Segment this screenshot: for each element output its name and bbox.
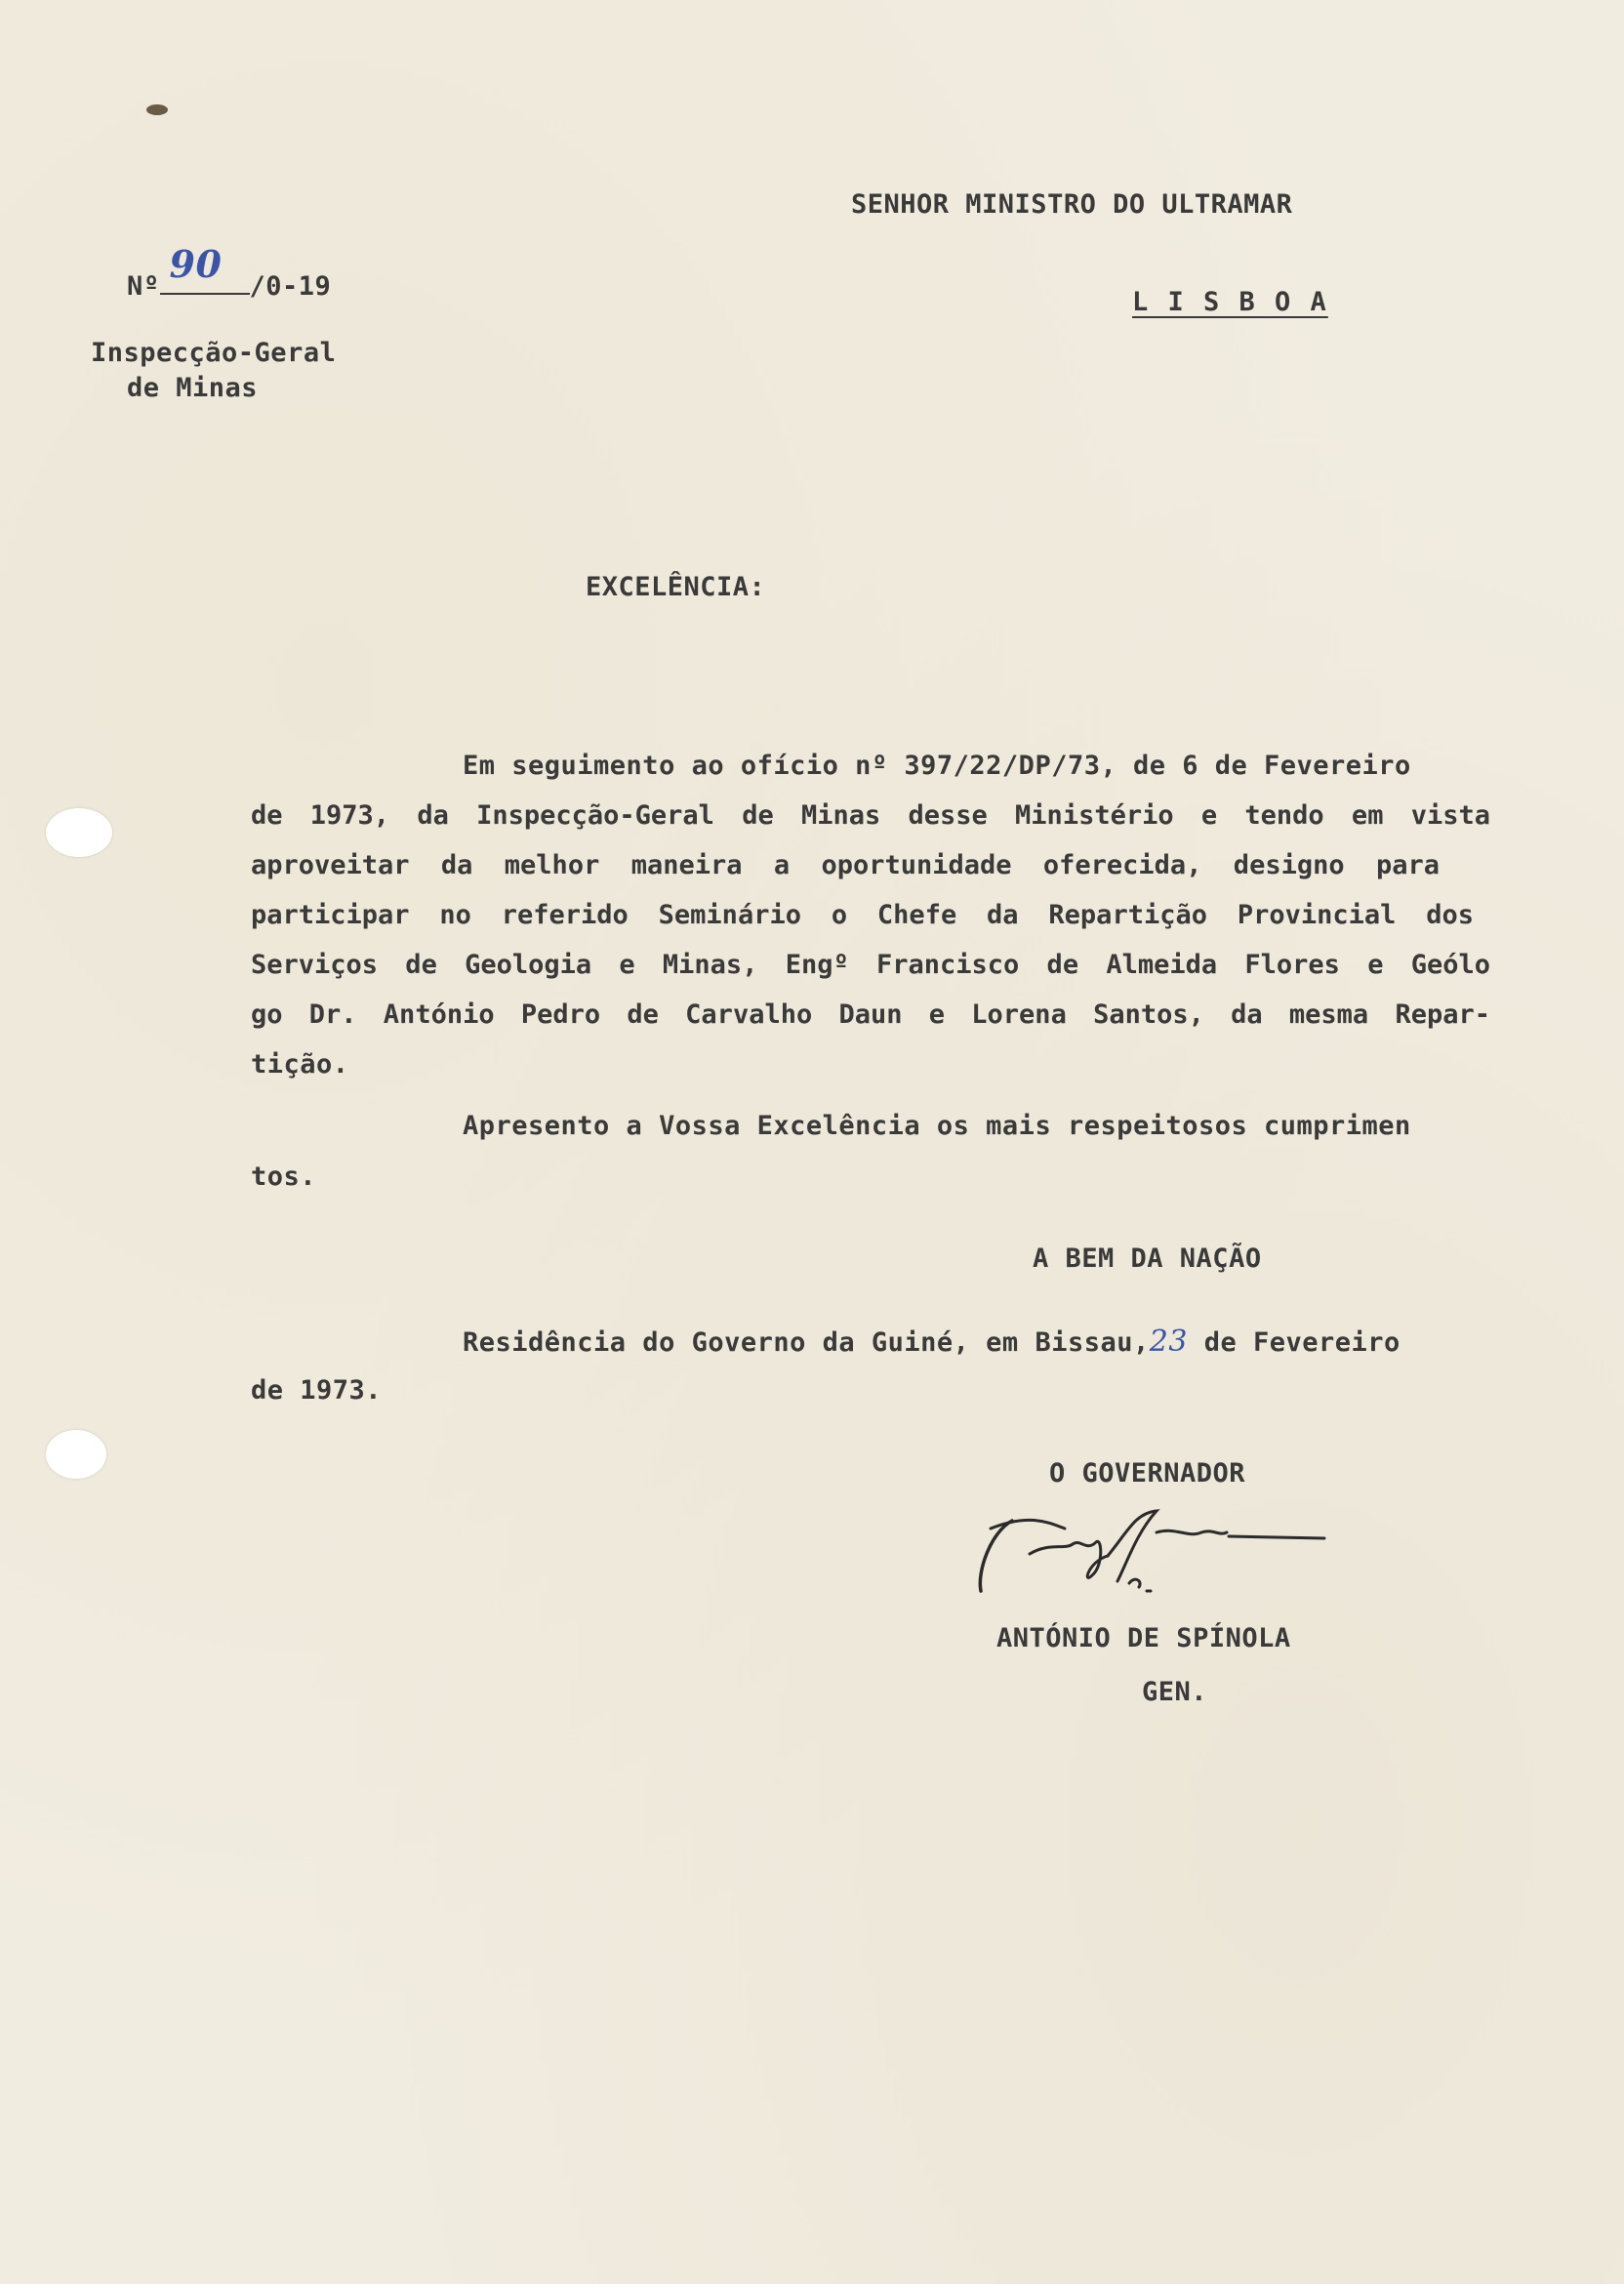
reference-prefix: Nº (127, 271, 160, 302)
handwritten-signature (971, 1493, 1342, 1611)
addressee-city: L I S B O A (1132, 287, 1328, 317)
signature-drawing (971, 1493, 1342, 1611)
body-line: participar no referido Seminário o Chefe da Repartição Provincial dos (251, 900, 1474, 930)
punch-hole-top (46, 808, 112, 857)
addressee-line: SENHOR MINISTRO DO ULTRAMAR (851, 189, 1293, 220)
date-day-handwritten: 23 (1149, 1325, 1188, 1359)
body-line: de 1973, da Inspecção-Geral de Minas desse Ministério e tendo em vista (251, 800, 1490, 831)
reference-suffix: /0-19 (249, 271, 332, 302)
body-line: go Dr. António Pedro de Carvalho Daun e Lorena Santos, da mesma Repar- (251, 999, 1490, 1030)
punch-hole-bottom (46, 1430, 106, 1479)
date-month: de Fevereiro (1203, 1327, 1401, 1358)
body-line: tos. (251, 1162, 317, 1192)
reference-blank (160, 242, 250, 295)
salutation: EXCELÊNCIA: (586, 572, 766, 602)
place-text: Residência do Governo da Guiné, em Bissau, (463, 1327, 1150, 1358)
signatory-rank: GEN. (1142, 1677, 1208, 1707)
body-line: Apresento a Vossa Excelência os mais respeitosos cumprimen (463, 1111, 1411, 1141)
signatory-title: O GOVERNADOR (1049, 1458, 1246, 1489)
body-line: aproveitar da melhor maneira a oportunidade oferecida, designo para (251, 850, 1440, 880)
department-line1: Inspecção-Geral (91, 338, 337, 368)
body-line: tição. (251, 1049, 349, 1080)
place-date-line (463, 1325, 1401, 1359)
reference-handwritten-number: 90 (169, 242, 223, 286)
closing-motto: A BEM DA NAÇÃO (1033, 1244, 1262, 1274)
signatory-name: ANTÓNIO DE SPÍNOLA (996, 1623, 1291, 1653)
reference-number (127, 242, 332, 302)
date-year: de 1973. (251, 1375, 383, 1406)
department-line2: de Minas (127, 373, 259, 403)
body-line: Em seguimento ao ofício nº 397/22/DP/73, de 6 de Fevereiro (463, 751, 1411, 781)
body-line: Serviços de Geologia e Minas, Engº Francisco de Almeida Flores e Geólo (251, 950, 1490, 980)
ink-smudge (146, 104, 168, 115)
